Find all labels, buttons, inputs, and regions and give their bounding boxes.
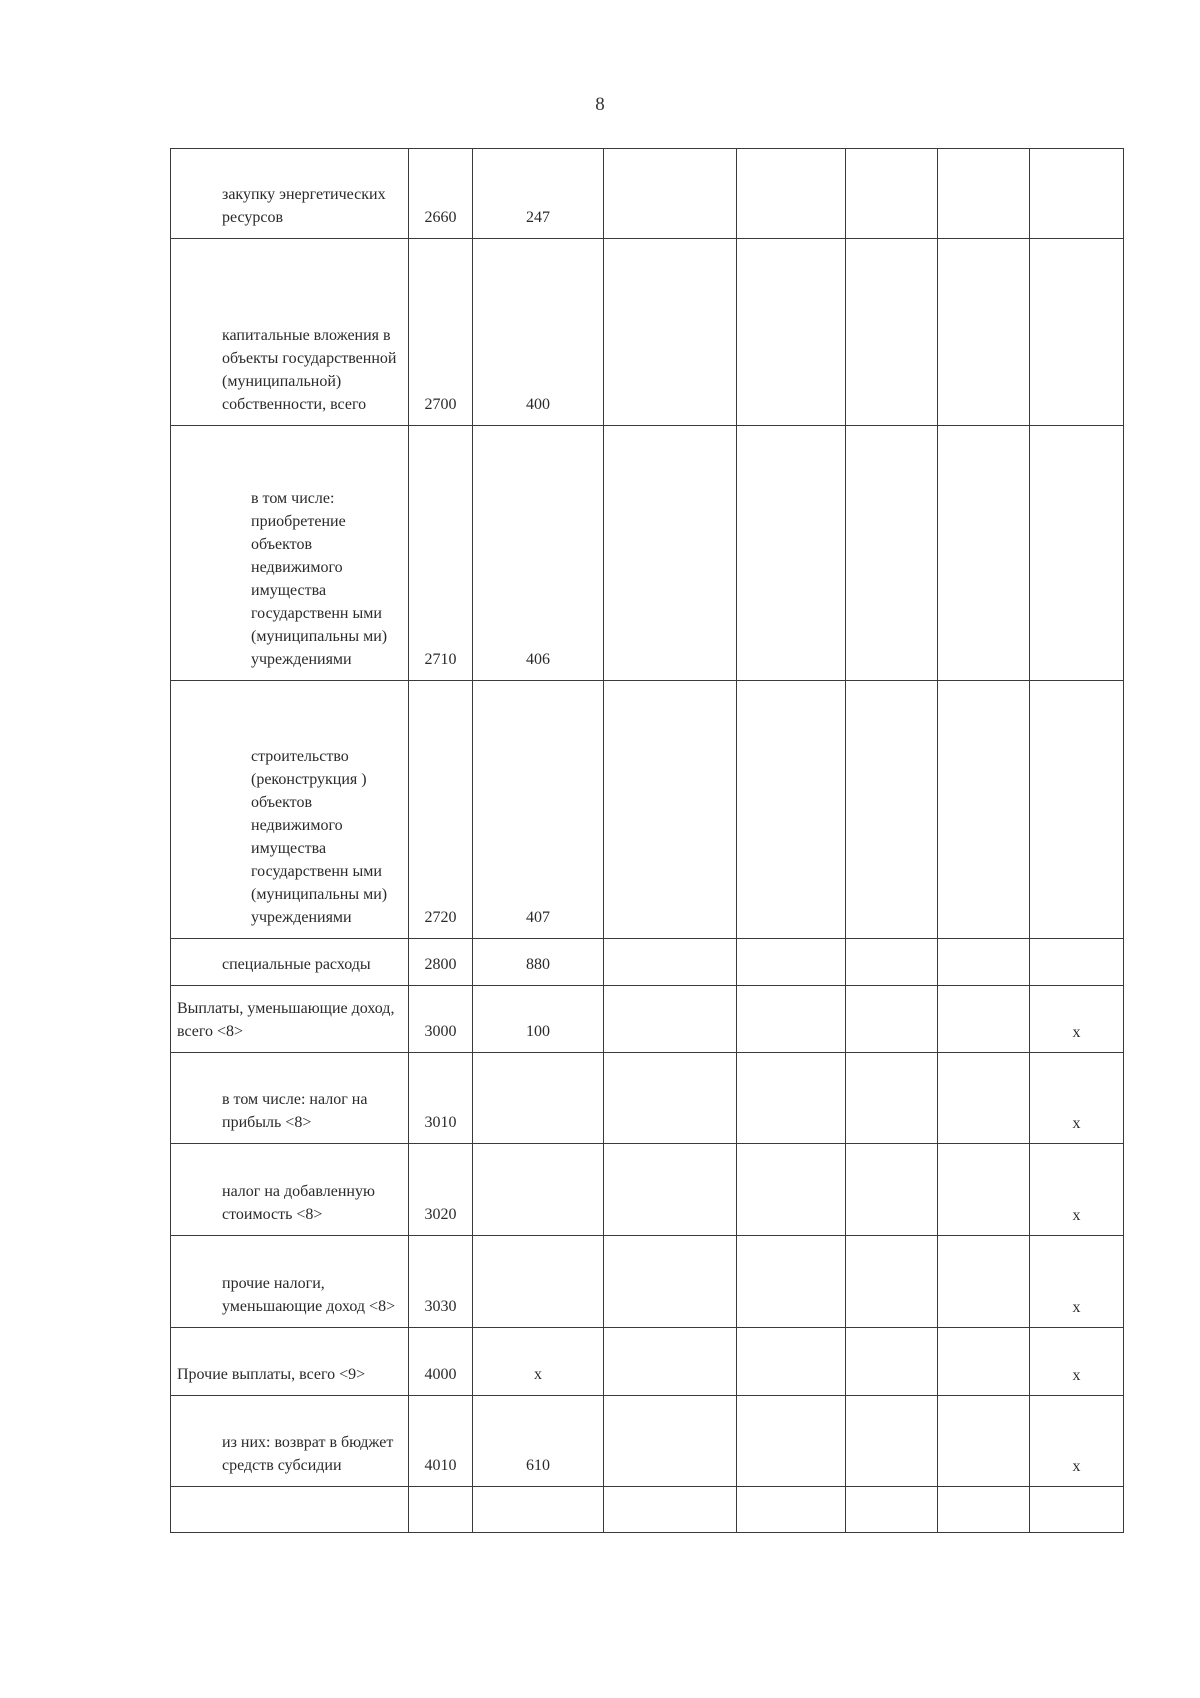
row-name-cell	[171, 426, 409, 681]
row-code: 2710	[409, 426, 473, 681]
empty-cell	[938, 1144, 1030, 1236]
row-name-cell	[171, 1328, 409, 1396]
empty-cell	[938, 681, 1030, 939]
empty-cell	[846, 149, 938, 239]
table-row	[171, 986, 1124, 1053]
empty-cell	[604, 1053, 737, 1144]
row-budget-code: 247	[473, 149, 604, 239]
empty-cell	[846, 1053, 938, 1144]
row-last-value	[1030, 1487, 1124, 1533]
empty-cell	[846, 1487, 938, 1533]
table-row	[171, 426, 1124, 681]
empty-cell	[604, 1236, 737, 1328]
row-name-cell	[171, 239, 409, 426]
empty-cell	[737, 1144, 846, 1236]
empty-cell	[604, 149, 737, 239]
row-budget-code: 610	[473, 1396, 604, 1487]
empty-cell	[938, 426, 1030, 681]
row-name: Выплаты, уменьшающие доход, всего <8>	[177, 1000, 395, 1040]
row-name-cell	[171, 986, 409, 1053]
empty-cell	[938, 149, 1030, 239]
row-budget-code	[473, 1053, 604, 1144]
empty-cell	[737, 1396, 846, 1487]
empty-cell	[604, 939, 737, 986]
empty-cell	[938, 939, 1030, 986]
row-code: 3000	[409, 986, 473, 1053]
empty-cell	[846, 986, 938, 1053]
empty-cell	[737, 1328, 846, 1396]
empty-cell	[938, 239, 1030, 426]
empty-cell	[604, 986, 737, 1053]
empty-cell	[846, 1236, 938, 1328]
row-name: прочие налоги, уменьшающие доход <8>	[222, 1275, 396, 1315]
row-code: 2800	[409, 939, 473, 986]
row-last-value: х	[1030, 986, 1124, 1053]
table-row	[171, 149, 1124, 239]
empty-cell	[604, 681, 737, 939]
row-last-value	[1030, 426, 1124, 681]
row-last-value	[1030, 149, 1124, 239]
row-code: 4000	[409, 1328, 473, 1396]
row-name: из них: возврат в бюджет средств субсидии	[222, 1434, 394, 1474]
empty-cell	[938, 1328, 1030, 1396]
empty-cell	[846, 239, 938, 426]
empty-cell	[846, 939, 938, 986]
row-code: 4010	[409, 1396, 473, 1487]
empty-cell	[938, 1396, 1030, 1487]
row-code: 2700	[409, 239, 473, 426]
empty-cell	[737, 1053, 846, 1144]
row-name: строительство (реконструкция ) объектов недвижимого имущества государственн ыми (муниципальны ми) учреждениями	[251, 748, 388, 926]
table-row	[171, 1328, 1124, 1396]
row-budget-code	[473, 1236, 604, 1328]
row-name: закупку энергетических ресурсов	[222, 186, 386, 226]
row-code: 2720	[409, 681, 473, 939]
row-name-cell	[171, 1053, 409, 1144]
empty-cell	[846, 1396, 938, 1487]
empty-cell	[846, 1144, 938, 1236]
row-name-cell	[171, 1144, 409, 1236]
row-code: 2660	[409, 149, 473, 239]
empty-cell	[938, 1487, 1030, 1533]
empty-cell	[737, 681, 846, 939]
table-row	[171, 939, 1124, 986]
empty-cell	[604, 1396, 737, 1487]
row-last-value: х	[1030, 1144, 1124, 1236]
empty-cell	[938, 986, 1030, 1053]
row-code	[409, 1487, 473, 1533]
empty-cell	[604, 239, 737, 426]
row-last-value	[1030, 681, 1124, 939]
row-name-cell	[171, 149, 409, 239]
empty-cell	[846, 681, 938, 939]
row-code: 3020	[409, 1144, 473, 1236]
row-name-cell	[171, 939, 409, 986]
row-budget-code: 100	[473, 986, 604, 1053]
row-code: 3030	[409, 1236, 473, 1328]
row-name-cell	[171, 1396, 409, 1487]
table-row	[171, 1236, 1124, 1328]
page-number: 8	[595, 94, 605, 115]
row-last-value	[1030, 239, 1124, 426]
empty-cell	[846, 426, 938, 681]
row-last-value	[1030, 939, 1124, 986]
empty-cell	[737, 149, 846, 239]
empty-cell	[846, 1328, 938, 1396]
row-name-cell	[171, 1487, 409, 1533]
row-code: 3010	[409, 1053, 473, 1144]
row-name: специальные расходы	[222, 956, 371, 973]
empty-cell	[938, 1236, 1030, 1328]
row-name-cell	[171, 1236, 409, 1328]
row-last-value: х	[1030, 1236, 1124, 1328]
row-name: в том числе: приобретение объектов недвижимого имущества государственн ыми (муниципальны ми) учреждениями	[251, 490, 388, 668]
row-last-value: х	[1030, 1328, 1124, 1396]
empty-cell	[604, 426, 737, 681]
row-last-value: х	[1030, 1396, 1124, 1487]
empty-cell	[604, 1144, 737, 1236]
row-last-value: х	[1030, 1053, 1124, 1144]
table-body	[171, 149, 1124, 1533]
row-budget-code: 406	[473, 426, 604, 681]
table-row	[171, 1053, 1124, 1144]
row-budget-code: 407	[473, 681, 604, 939]
table-row	[171, 1396, 1124, 1487]
empty-cell	[737, 1487, 846, 1533]
budget-table	[170, 148, 1124, 1533]
row-budget-code	[473, 1144, 604, 1236]
row-name: налог на добавленную стоимость <8>	[222, 1183, 375, 1223]
empty-cell	[737, 986, 846, 1053]
empty-cell	[737, 939, 846, 986]
table-row	[171, 239, 1124, 426]
row-name-cell	[171, 681, 409, 939]
row-name: в том числе: налог на прибыль <8>	[222, 1091, 368, 1131]
empty-cell	[737, 1236, 846, 1328]
empty-cell	[737, 239, 846, 426]
row-name: Прочие выплаты, всего <9>	[177, 1366, 366, 1383]
table-row	[171, 1144, 1124, 1236]
row-budget-code	[473, 1487, 604, 1533]
row-budget-code: х	[473, 1328, 604, 1396]
table-row	[171, 681, 1124, 939]
empty-cell	[737, 426, 846, 681]
row-budget-code: 400	[473, 239, 604, 426]
row-budget-code: 880	[473, 939, 604, 986]
empty-cell	[604, 1487, 737, 1533]
empty-cell	[604, 1328, 737, 1396]
table-row	[171, 1487, 1124, 1533]
row-name: капитальные вложения в объекты государственной (муниципальной) собственности, всего	[222, 327, 397, 413]
empty-cell	[938, 1053, 1030, 1144]
